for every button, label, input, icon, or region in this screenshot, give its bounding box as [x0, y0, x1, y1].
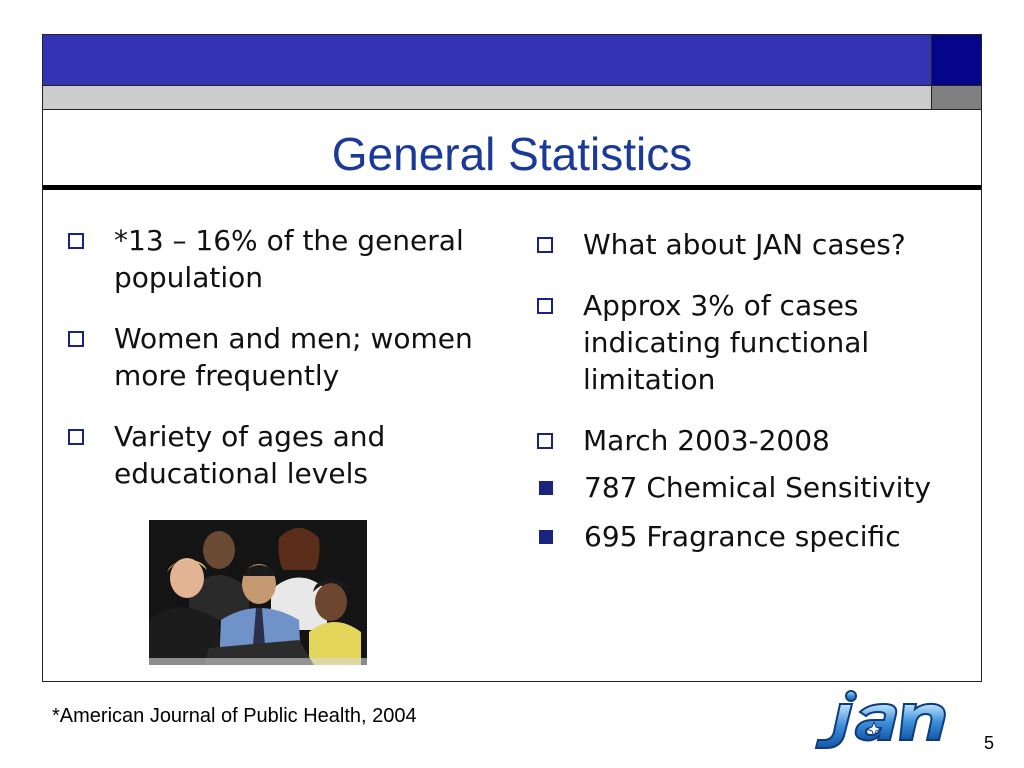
right-bullet: [535, 422, 955, 459]
left-bullet: [66, 418, 496, 492]
group-photo-icon: [149, 520, 367, 665]
filled-square-bullet-icon: [539, 530, 553, 544]
right-bullet-text: Approx 3% of cases indicating functional limitation: [583, 289, 870, 396]
hollow-square-bullet-icon: [537, 237, 553, 253]
right-bullet: [535, 287, 955, 398]
left-column: [66, 222, 496, 516]
sub-bullet-text: 787 Chemical Sensitivity: [584, 471, 931, 504]
left-bullet-text: Variety of ages and educational levels: [114, 420, 386, 490]
sub-bullet: [487, 469, 955, 506]
left-bullet: [66, 222, 496, 296]
footnote: *American Journal of Public Health, 2004: [52, 705, 417, 727]
header-band-blue: [43, 35, 931, 85]
left-bullet-text: *13 – 16% of the general population: [114, 224, 464, 294]
hollow-square-bullet-icon: [68, 331, 84, 347]
hollow-square-bullet-icon: [537, 298, 553, 314]
title-rule: [43, 185, 981, 190]
right-column: [535, 226, 955, 567]
filled-square-bullet-icon: [539, 481, 553, 495]
left-bullet: [66, 320, 496, 394]
right-bullet-text: What about JAN cases?: [583, 228, 906, 261]
header-band-gray-dark: [932, 86, 981, 109]
slide-title: General Statistics: [331, 128, 693, 180]
header-band-gray: [43, 86, 931, 109]
group-photo: [149, 520, 367, 665]
header-divider-bottom: [43, 109, 981, 110]
right-bullet-text: March 2003-2008: [583, 424, 830, 457]
left-bullet-text: Women and men; women more frequently: [114, 322, 473, 392]
right-bullet: [535, 226, 955, 263]
hollow-square-bullet-icon: [68, 429, 84, 445]
sub-bullet-text: 695 Fragrance specific: [584, 520, 901, 553]
jan-logo-icon: [812, 690, 972, 754]
jan-logo: [812, 690, 972, 754]
hollow-square-bullet-icon: [68, 233, 84, 249]
header-vertical-divider: [931, 35, 932, 109]
page-number: 5: [984, 733, 995, 753]
header-band-navy: [932, 35, 981, 85]
sub-bullet: [487, 518, 955, 555]
hollow-square-bullet-icon: [537, 433, 553, 449]
